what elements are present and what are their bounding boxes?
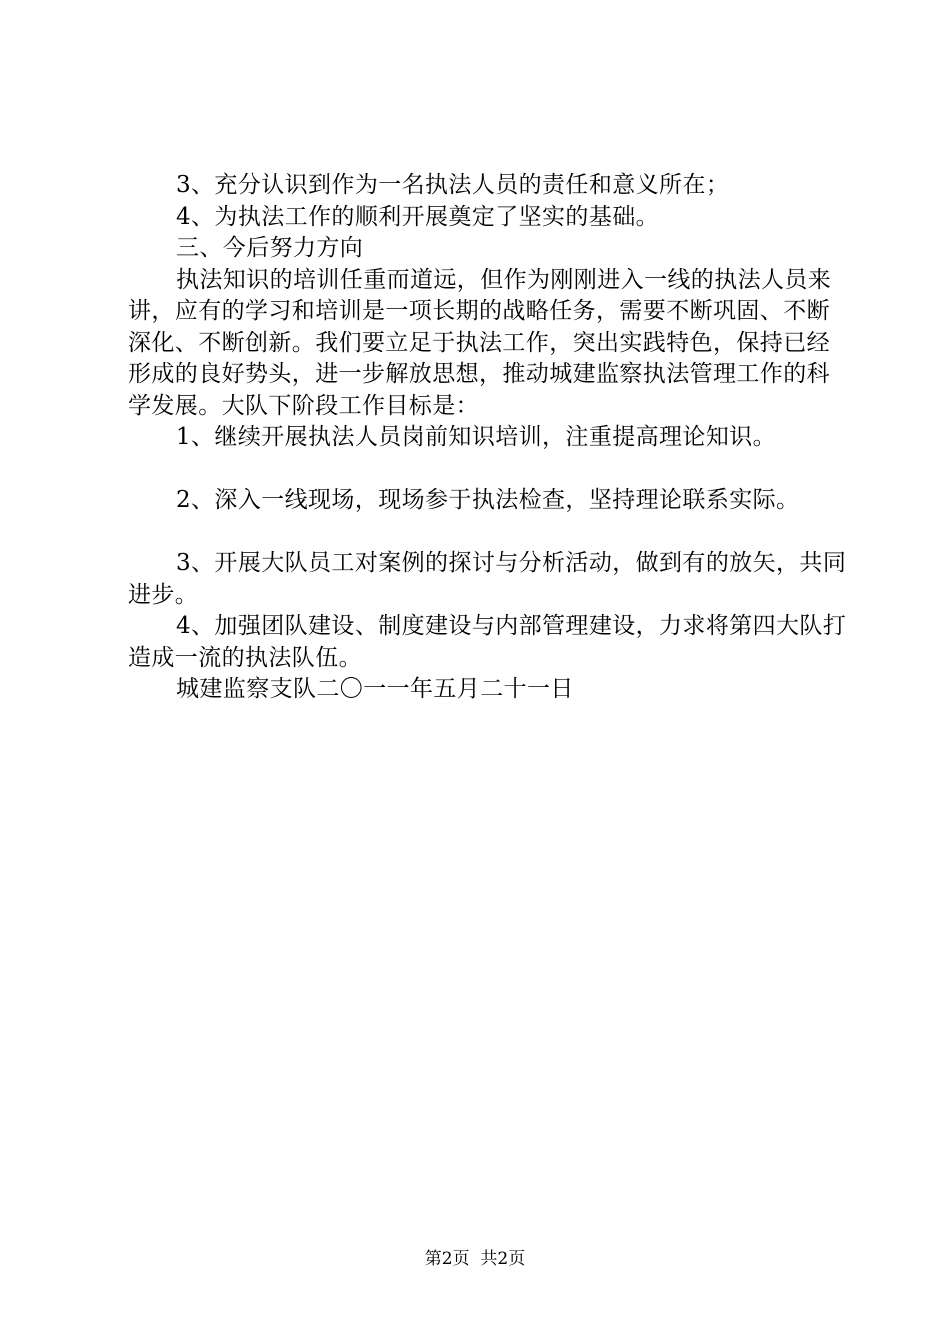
signature-date-line: 城建监察支队二〇一一年五月二十一日 <box>176 676 574 702</box>
document-body <box>128 170 848 706</box>
goal-item-2: 2、深入一线现场，现场参于执法检查，坚持理论联系实际。 <box>176 487 800 513</box>
page-footer <box>0 1244 950 1269</box>
goal-item-1: 1、继续开展执法人员岗前知识培训，注重提高理论知识。 <box>176 424 777 450</box>
page-number-label: 第2页 共2页 <box>424 1249 526 1269</box>
paragraph-item-3-responsibility: 3、充分认识到作为一名执法人员的责任和意义所在； <box>176 172 730 198</box>
goal-item-4: 4、加强团队建设、制度建设与内部管理建设，力求将第四大队打造成一流的执法队伍。 <box>128 613 847 671</box>
goal-item-3: 3、开展大队员工对案例的探讨与分析活动，做到有的放矢，共同进步。 <box>128 550 847 608</box>
paragraph-training-overview: 执法知识的培训任重而道远，但作为刚刚进入一线的执法人员来讲，应有的学习和培训是一项长期的战略任务，需要不断巩固、不断深化、不断创新。我们要立足于执法工作，突出实践特色，保持已经形成的良好势头，进一步解放思想，推动城建监察执法管理工作的科学发展。大队下阶段工作目标是： <box>128 266 832 419</box>
paragraph-item-4-foundation: 4、为执法工作的顺利开展奠定了坚实的基础。 <box>176 203 660 230</box>
section-heading-future-direction: 三、今后努力方向 <box>176 235 364 261</box>
